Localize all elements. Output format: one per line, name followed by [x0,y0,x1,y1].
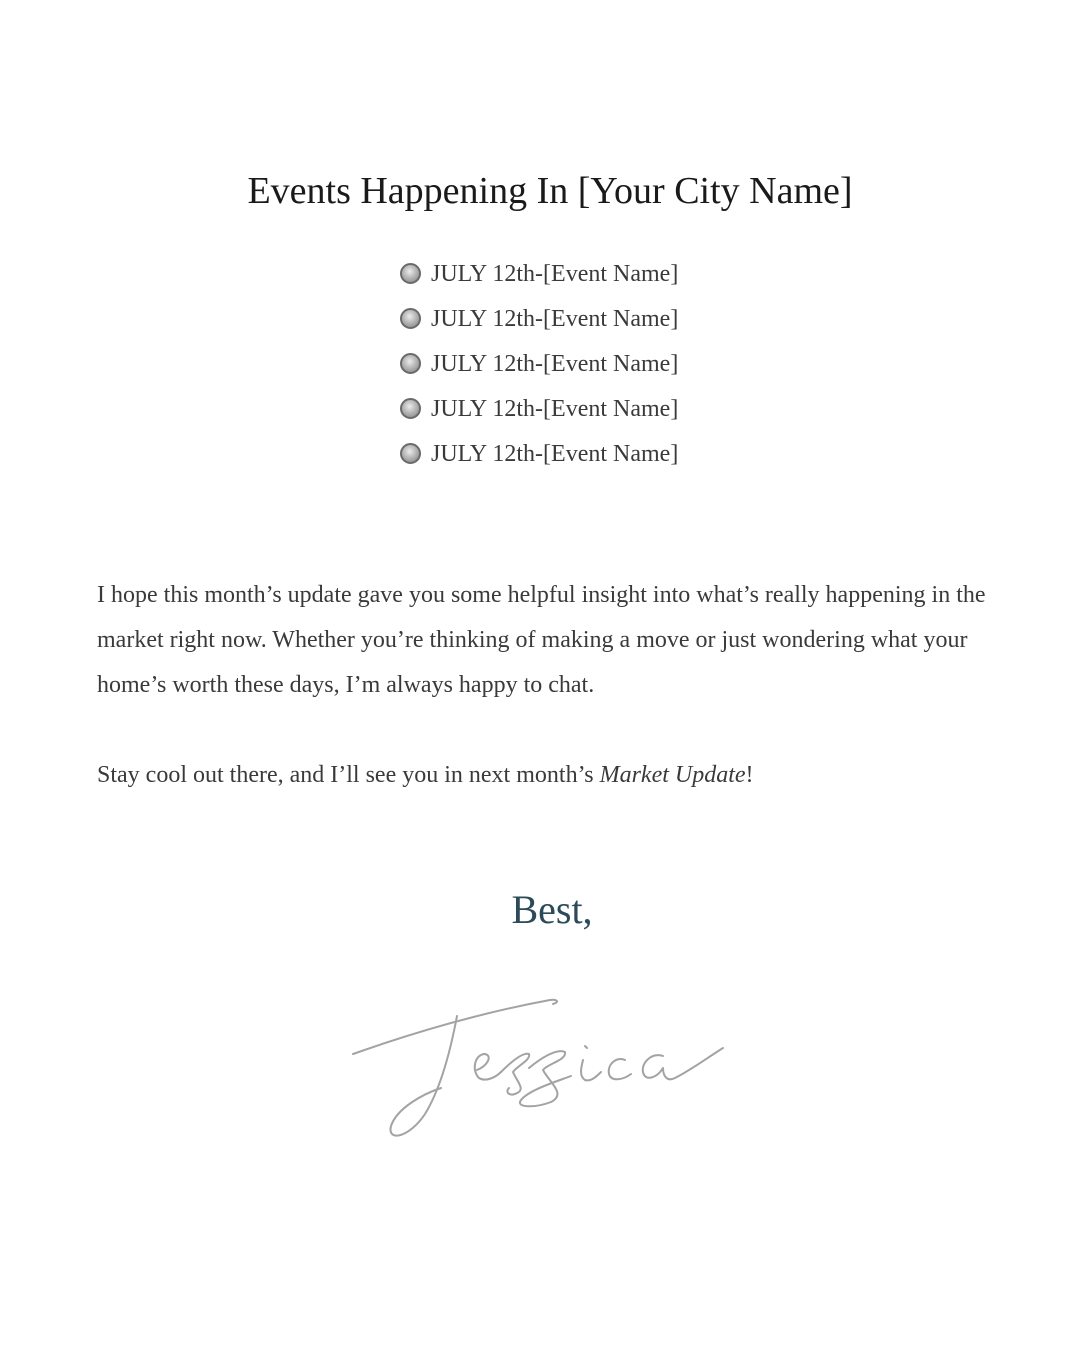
event-item [400,297,678,342]
event-item [400,387,678,432]
signature [345,990,735,1145]
closing-line [97,753,754,798]
page-title: Events Happening In [Your City Name] [247,170,853,212]
radio-bullet-icon [400,398,421,419]
event-name: [Event Name] [543,261,679,287]
event-item [400,342,678,387]
radio-bullet-icon [400,353,421,374]
radio-bullet-icon [400,308,421,329]
sign-off: Best, [511,887,593,932]
event-separator: - [535,306,544,332]
event-date: JULY 12th [431,306,536,332]
event-separator: - [535,396,544,422]
event-date: JULY 12th [431,351,536,377]
radio-bullet-icon [400,443,421,464]
event-name: [Event Name] [543,306,679,332]
event-separator: - [535,351,544,377]
event-name: [Event Name] [543,396,679,422]
event-list [400,252,678,477]
closing-text: Stay cool out there, and I’ll see you in next month’s [97,762,600,788]
event-separator: - [535,441,544,467]
body-paragraph: I hope this month’s update gave you some helpful insight into what’s really happening in the market right now. Whether you’re thinking of making a move or just wondering what your home’s worth these days, I’m always happy to chat. [97,582,986,698]
event-item [400,432,678,477]
event-date: JULY 12th [431,396,536,422]
event-name: [Event Name] [543,351,679,377]
event-item [400,252,678,297]
event-separator: - [535,261,544,287]
newsletter-title: Market Update [599,762,746,788]
event-date: JULY 12th [431,441,536,467]
event-name: [Event Name] [543,441,679,467]
closing-punctuation: ! [745,762,754,788]
event-date: JULY 12th [431,261,536,287]
radio-bullet-icon [400,263,421,284]
